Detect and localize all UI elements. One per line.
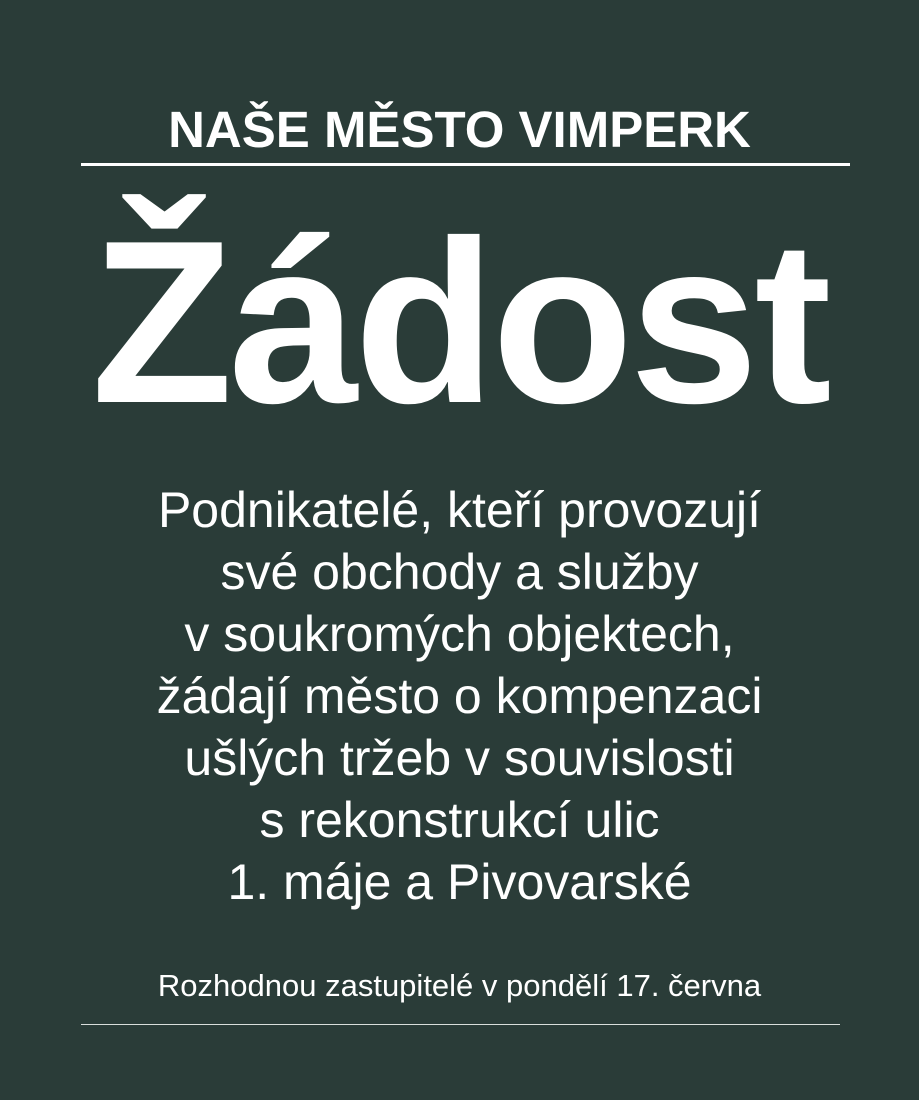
headline: Žádost xyxy=(91,193,828,452)
body-line: žádají město o kompenzaci xyxy=(156,668,763,724)
body-line: ušlých tržeb v souvislosti xyxy=(184,730,735,786)
footer-note: Rozhodnou zastupitelé v pondělí 17. června xyxy=(157,968,762,1003)
footer-divider xyxy=(81,1024,840,1025)
body-line: 1. máje a Pivovarské xyxy=(227,854,692,910)
section-header: NAŠE MĚSTO VIMPERK xyxy=(168,101,751,158)
body-line: své obchody a služby xyxy=(220,544,699,600)
body-text xyxy=(0,479,919,913)
body-line: Podnikatelé, kteří provozují xyxy=(157,482,762,538)
header-underline xyxy=(81,163,850,166)
body-line: v soukromých objektech, xyxy=(184,606,735,662)
body-line: s rekonstrukcí ulic xyxy=(259,792,660,848)
